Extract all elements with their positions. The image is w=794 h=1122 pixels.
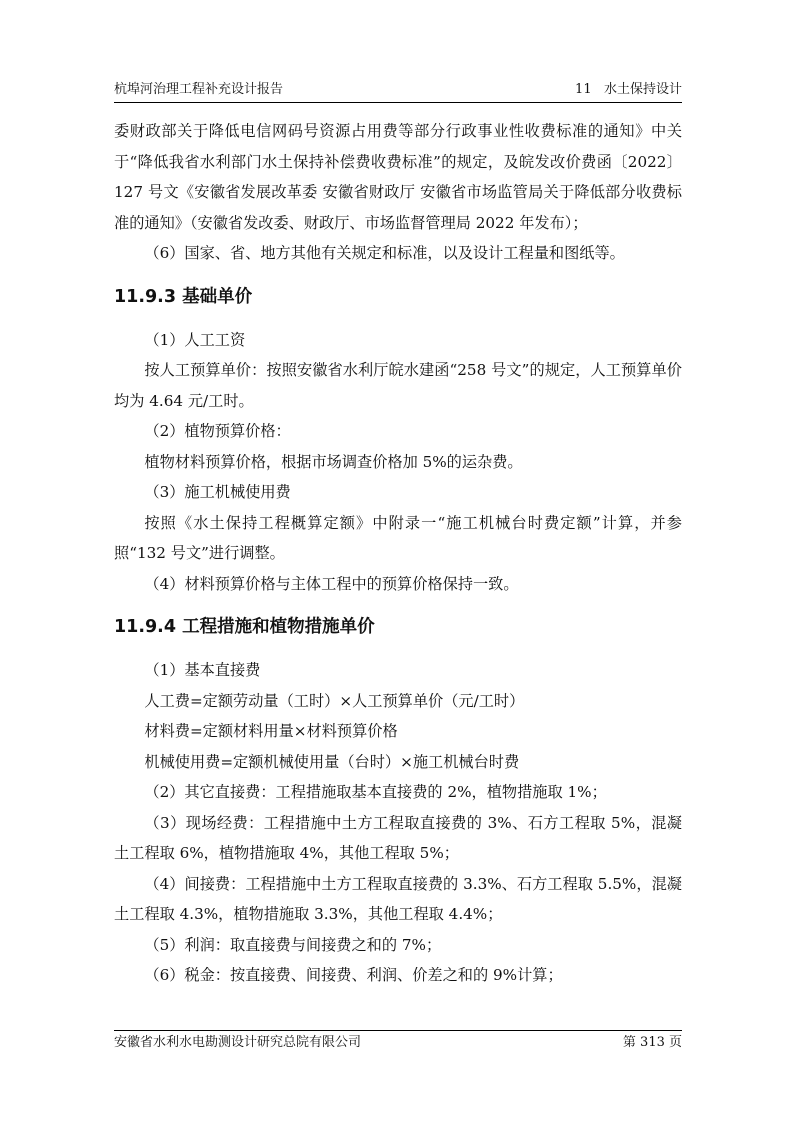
paragraph-site-expense: （3）现场经费：工程措施中土方工程取直接费的 3%、石方工程取 5%，混凝土工程取 6%，植物措施取 4%，其他工程取 5%； bbox=[114, 813, 682, 862]
footer-page-number: 第 313 页 bbox=[622, 1035, 682, 1050]
page-content bbox=[114, 116, 682, 991]
section-heading-11-9-3: 11.9.3 基础单价 bbox=[114, 286, 253, 307]
paragraph-labor-wage-body: 按人工预算单价：按照安徽省水利厅皖水建函“258 号文”的规定，人工预算单价均为 4.64 元/工时。 bbox=[114, 361, 682, 410]
paragraph-machinery-title: （3）施工机械使用费 bbox=[144, 483, 291, 501]
section-heading-11-9-4: 11.9.4 工程措施和植物措施单价 bbox=[114, 617, 375, 637]
formula-machinery-cost: 机械使用费=定额机械使用量（台时）×施工机械台时费 bbox=[144, 752, 520, 771]
paragraph-notice-continuation: 委财政部关于降低电信网码号资源占用费等部分行政事业性收费标准的通知》中关于“降低我省水利部门水土保持补偿费收费标准”的规定，及皖发改价费函〔2022〕127 号文《安徽省发展改革委 安徽省财政厅 安徽省市场监管局关于降低部分收费标准的通知》（安徽省发改委、财政厅、市场监督管理局 2022 年发布）； bbox=[114, 122, 682, 232]
paragraph-plant-price-body: 植物材料预算价格，根据市场调查价格加 5%的运杂费。 bbox=[144, 452, 523, 471]
paragraph-machinery-body: 按照《水土保持工程概算定额》中附录一“施工机械台时费定额”计算，并参照“132 号文”进行调整。 bbox=[114, 513, 682, 562]
formula-material-cost: 材料费=定额材料用量×材料预算价格 bbox=[144, 722, 398, 740]
paragraph-other-direct-cost: （2）其它直接费：工程措施取基本直接费的 2%，植物措施取 1%； bbox=[144, 783, 607, 801]
paragraph-profit: （5）利润：取直接费与间接费之和的 7%； bbox=[144, 935, 442, 954]
paragraph-material-price: （4）材料预算价格与主体工程中的预算价格保持一致。 bbox=[144, 574, 519, 593]
paragraph-basic-direct-cost-title: （1）基本直接费 bbox=[144, 661, 261, 679]
footer-company-name: 安徽省水利水电勘测设计研究总院有限公司 bbox=[114, 1035, 362, 1050]
paragraph-labor-wage-title: （1）人工工资 bbox=[144, 330, 246, 349]
page-header bbox=[114, 80, 682, 103]
paragraph-indirect-cost: （4）间接费：工程措施中土方工程取直接费的 3.3%、石方工程取 5.5%，混凝土工程取 4.3%，植物措施取 3.3%，其他工程取 4.4%； bbox=[114, 874, 682, 923]
header-chapter-title: 11 水土保持设计 bbox=[575, 82, 682, 97]
paragraph-plant-price-title: （2）植物预算价格： bbox=[144, 422, 291, 440]
header-report-title: 杭埠河治理工程补充设计报告 bbox=[114, 82, 284, 97]
paragraph-item-6-regulations: （6）国家、省、地方其他有关规定和标准，以及设计工程量和图纸等。 bbox=[144, 244, 625, 262]
formula-labor-cost: 人工费=定额劳动量（工时）×人工预算单价（元/工时） bbox=[144, 691, 525, 710]
paragraph-tax: （6）税金：按直接费、间接费、利润、价差之和的 9%计算； bbox=[144, 966, 563, 984]
page-footer bbox=[114, 1030, 682, 1055]
